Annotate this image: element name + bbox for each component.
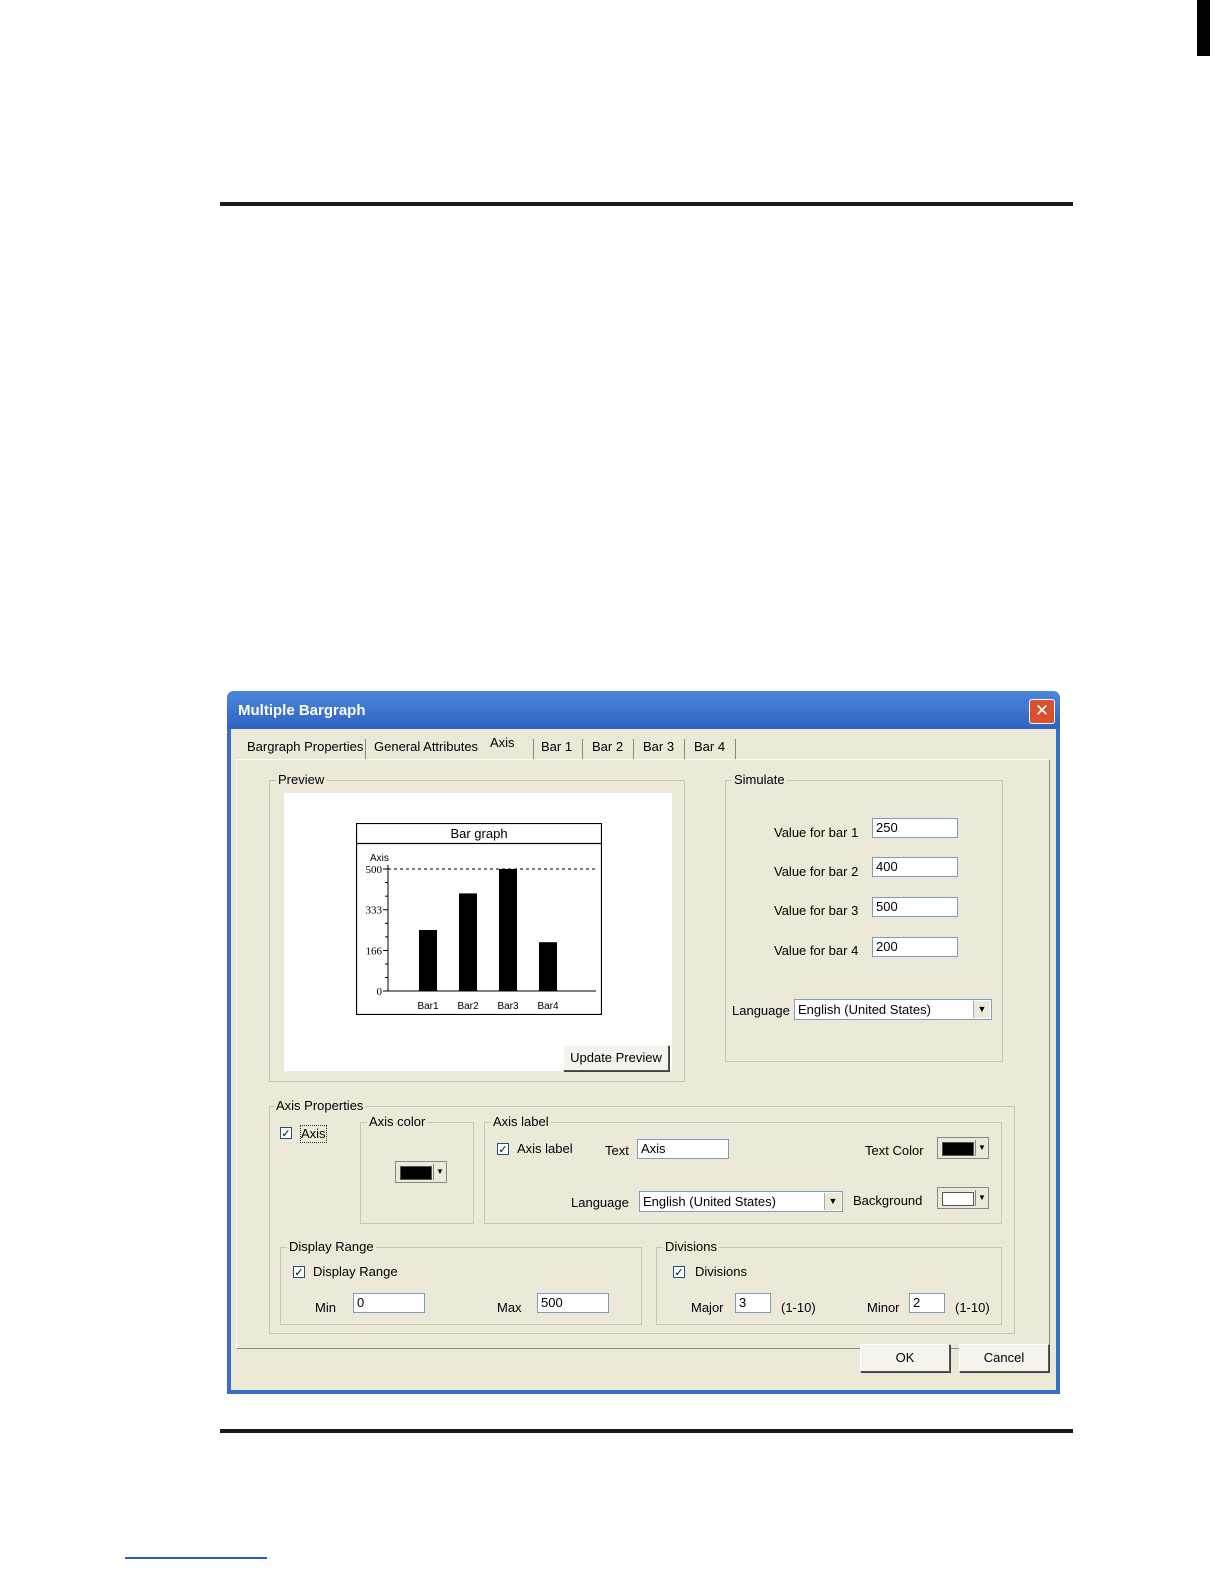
page-edge-mark <box>1197 0 1210 56</box>
tab-general-attributes[interactable]: General Attributes <box>374 739 479 754</box>
bar-4-value-input[interactable] <box>872 937 958 957</box>
divisions-checkbox-label: Divisions <box>695 1264 748 1279</box>
major-label: Major <box>691 1300 724 1315</box>
max-label: Max <box>497 1300 522 1315</box>
update-preview-button[interactable]: Update Preview <box>563 1045 669 1071</box>
text-color-label: Text Color <box>865 1143 924 1158</box>
bar-4 <box>539 942 557 991</box>
tab-separator <box>582 739 583 759</box>
simulate-group <box>725 772 1003 1062</box>
y-tick-label: 166 <box>365 945 382 958</box>
y-tick-label: 333 <box>365 904 382 917</box>
divisions-group <box>656 1239 1002 1325</box>
tab-bar-1[interactable]: Bar 1 <box>541 739 573 754</box>
window-title: Multiple Bargraph <box>238 702 366 719</box>
axis-color-swatch <box>400 1166 432 1180</box>
axis-label-group <box>484 1114 1002 1224</box>
axis-language-label: Language <box>571 1195 629 1210</box>
preview-area <box>284 793 672 1071</box>
display-range-group-title: Display Range <box>289 1239 374 1254</box>
chart-axis-label: Axis <box>370 853 389 864</box>
chart-frame <box>357 824 602 1015</box>
title-bar[interactable] <box>227 691 1060 729</box>
axis-tab-panel <box>236 759 1050 1349</box>
axis-text-label: Text <box>605 1143 629 1158</box>
min-label: Min <box>315 1300 336 1315</box>
chevron-down-icon: ▼ <box>975 1190 988 1206</box>
max-input[interactable] <box>537 1293 609 1313</box>
bar-1-value-input[interactable] <box>872 818 958 838</box>
major-range-label: (1-10) <box>781 1300 816 1315</box>
axis-text-input[interactable] <box>637 1139 729 1159</box>
axis-label-group-title: Axis label <box>493 1114 549 1129</box>
axis-properties-group <box>269 1098 1015 1334</box>
bar-2-value-input[interactable] <box>872 857 958 877</box>
chevron-down-icon: ▼ <box>975 1140 988 1156</box>
axis-color-picker[interactable] <box>395 1161 447 1183</box>
chevron-down-icon: ▼ <box>433 1164 446 1180</box>
simulate-language-value: English (United States) <box>798 1002 931 1017</box>
bar-graph-preview <box>356 823 602 1015</box>
x-tick-label: Bar4 <box>537 1001 559 1012</box>
min-input[interactable] <box>353 1293 425 1313</box>
simulate-group-title: Simulate <box>734 772 785 787</box>
close-button[interactable]: ✕ <box>1029 699 1055 724</box>
tab-separator <box>735 739 736 759</box>
axis-properties-group-title: Axis Properties <box>276 1098 364 1113</box>
tab-separator <box>684 739 685 759</box>
x-tick-label: Bar3 <box>497 1001 519 1012</box>
tab-axis[interactable]: Axis <box>490 735 515 750</box>
ok-button[interactable]: OK <box>860 1344 950 1372</box>
display-range-checkbox-label: Display Range <box>313 1264 398 1279</box>
minor-label: Minor <box>867 1300 900 1315</box>
bar-3 <box>499 869 517 991</box>
axis-color-group-title: Axis color <box>369 1114 426 1129</box>
minor-input[interactable] <box>909 1293 945 1313</box>
top-rule <box>220 202 1073 206</box>
preview-group-title: Preview <box>278 772 325 787</box>
dialog-client <box>231 729 1056 1390</box>
tab-separator <box>365 739 366 759</box>
bottom-rule <box>220 1429 1073 1433</box>
y-tick-label: 500 <box>365 864 382 876</box>
text-color-picker[interactable] <box>937 1137 989 1159</box>
axis-label-checkbox-label: Axis label <box>517 1141 573 1156</box>
bar-1 <box>419 930 437 991</box>
x-tick-label: Bar2 <box>457 1001 479 1012</box>
text-color-swatch <box>942 1142 974 1156</box>
bar-2-value-label: Value for bar 2 <box>774 864 859 879</box>
divisions-checkbox[interactable]: ✓ <box>674 1267 684 1279</box>
cancel-button[interactable]: Cancel <box>959 1344 1049 1372</box>
display-range-checkbox[interactable]: ✓ <box>294 1267 304 1279</box>
bar-3-value-input[interactable] <box>872 897 958 917</box>
simulate-language-label: Language <box>732 1003 790 1018</box>
footer-link-underline <box>125 1557 267 1559</box>
tab-separator <box>533 739 534 759</box>
simulate-language-select[interactable] <box>794 999 992 1020</box>
minor-range-label: (1-10) <box>955 1300 990 1315</box>
tab-bar-2[interactable]: Bar 2 <box>592 739 624 754</box>
divisions-group-title: Divisions <box>665 1239 718 1254</box>
bar-3-value-label: Value for bar 3 <box>774 903 859 918</box>
multiple-bargraph-dialog <box>227 691 1060 1394</box>
axis-language-select[interactable] <box>639 1191 843 1212</box>
chevron-down-icon[interactable]: ▼ <box>824 1193 841 1210</box>
background-label: Background <box>853 1193 923 1208</box>
tab-bar-3[interactable]: Bar 3 <box>643 739 675 754</box>
axis-checkbox-label[interactable]: Axis <box>301 1126 326 1141</box>
major-input[interactable] <box>735 1293 771 1313</box>
bar-4-value-label: Value for bar 4 <box>774 943 859 958</box>
tab-bargraph-properties[interactable]: Bargraph Properties <box>247 739 364 754</box>
background-color-picker[interactable] <box>937 1187 989 1209</box>
x-tick-label: Bar1 <box>417 1001 439 1012</box>
tab-bar-4[interactable]: Bar 4 <box>694 739 726 754</box>
bar-1-value-label: Value for bar 1 <box>774 825 859 840</box>
display-range-group <box>280 1239 642 1325</box>
preview-group <box>269 772 685 1082</box>
bar-2 <box>459 893 477 991</box>
chevron-down-icon[interactable]: ▼ <box>973 1001 990 1018</box>
axis-checkbox[interactable]: ✓ <box>281 1128 291 1140</box>
axis-label-checkbox[interactable]: ✓ <box>498 1144 508 1156</box>
tab-separator <box>633 739 634 759</box>
background-color-swatch <box>942 1192 974 1206</box>
axis-color-group <box>360 1114 474 1224</box>
chart-title: Bar graph <box>450 826 508 841</box>
y-tick-label: 0 <box>376 986 382 998</box>
axis-language-value: English (United States) <box>643 1194 776 1209</box>
